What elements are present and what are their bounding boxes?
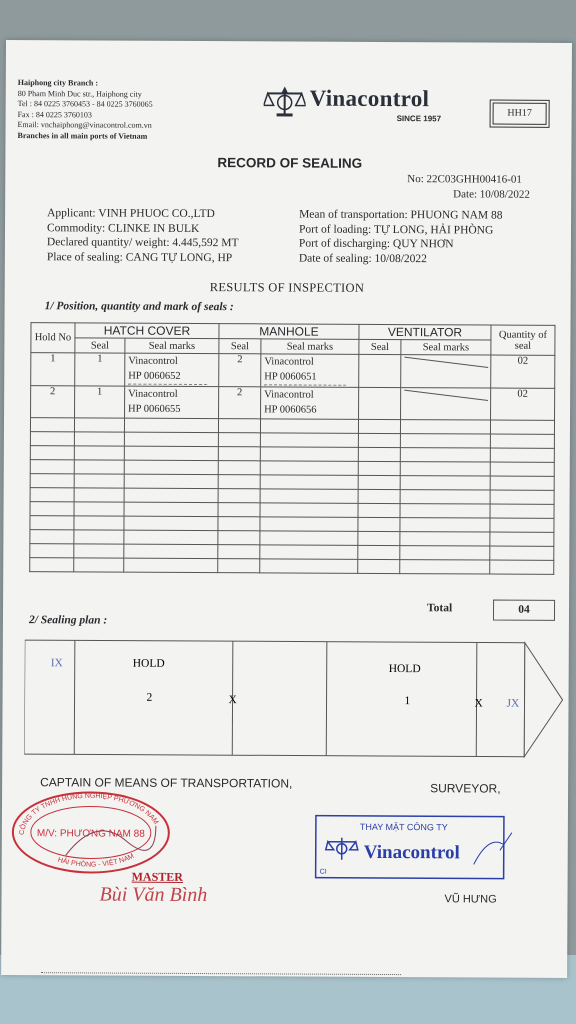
hold-2-seal-mark: X xyxy=(228,694,237,707)
master-name: Bùi Văn Bình xyxy=(99,883,208,907)
divider xyxy=(326,642,327,756)
ship-stamp xyxy=(6,785,176,876)
table-row xyxy=(31,386,555,421)
header-seal-marks: Seal marks xyxy=(261,339,359,355)
branch-fax: Fax : 84 0225 3760103 xyxy=(17,109,92,120)
scales-icon xyxy=(326,838,358,860)
signature-stroke xyxy=(474,832,512,864)
divider xyxy=(74,640,75,754)
logo-since: SINCE 1957 xyxy=(396,114,442,124)
table-row xyxy=(31,353,555,389)
captain-label: CAPTAIN OF MEANS OF TRANSPORTATION, xyxy=(40,775,293,791)
surveyor-label: SURVEYOR, xyxy=(430,781,501,796)
hatch-seal-marks xyxy=(125,353,219,386)
header-seal: Seal xyxy=(359,339,401,354)
header-seal: Seal xyxy=(219,339,261,354)
seals-table xyxy=(29,322,555,575)
commodity: Commodity: CLINKE IN BULK xyxy=(46,221,200,235)
strike-line xyxy=(404,355,488,369)
hatch-seal-count: 1 xyxy=(75,353,125,386)
hatch-seal-count: 1 xyxy=(75,386,125,418)
mark-line: HP 0060656 xyxy=(264,404,317,416)
results-heading: RESULTS OF INSPECTION xyxy=(209,280,365,295)
document-date: Date: 10/08/2022 xyxy=(453,188,530,201)
corner-mark-right: JX xyxy=(506,697,520,710)
scales-icon xyxy=(264,83,306,119)
header-manhole: MANHOLE xyxy=(219,324,359,340)
hold-2-number: 2 xyxy=(146,691,153,704)
applicant-info xyxy=(47,206,239,265)
applicant: Applicant: VINH PHUOC CO.,LTD xyxy=(47,207,215,221)
ship-stamp-name: M/V: PHƯƠNG NAM 88 xyxy=(36,828,145,840)
manhole-seal-marks xyxy=(261,354,359,388)
manhole-seal-count: 2 xyxy=(219,387,261,419)
header-seal: Seal xyxy=(75,338,125,353)
vent-seal-count xyxy=(359,387,401,419)
total-label: Total xyxy=(426,602,453,615)
form-code-box: HH17 xyxy=(493,103,547,125)
branch-email: Email: vnchaiphong@vinacontrol.com.vn xyxy=(17,120,152,131)
record-of-sealing-document xyxy=(1,40,572,978)
header-seal-marks: Seal marks xyxy=(125,338,219,353)
date-of-sealing: Date of sealing: 10/08/2022 xyxy=(298,252,427,265)
mean-of-transportation: Mean of transportation: PHUONG NAM 88 xyxy=(299,208,503,222)
vent-seal-marks xyxy=(401,355,491,388)
header-hold-no: Hold No xyxy=(31,323,75,353)
header-seal-marks: Seal marks xyxy=(401,340,491,355)
hold-1-label: HOLD xyxy=(388,663,421,676)
place-of-sealing: Place of sealing: CANG TỰ LONG, HP xyxy=(46,250,233,264)
stamp-code: CI xyxy=(319,868,327,876)
master-label: MASTER xyxy=(131,869,184,884)
header-quantity: Quantity of seal xyxy=(491,325,555,355)
hold-1-seal-mark: X xyxy=(474,697,483,710)
hatch-seal-marks xyxy=(125,386,219,418)
vinacontrol-stamp xyxy=(314,814,514,885)
strike-line xyxy=(404,388,488,402)
port-of-loading: Port of loading: TỰ LONG, HẢI PHÒNG xyxy=(298,223,494,237)
hold-1-number: 1 xyxy=(404,695,411,708)
section-1-heading: 1/ Position, quantity and mark of seals : xyxy=(44,300,234,314)
dotted-line xyxy=(41,972,401,975)
branch-tel: Tel : 84 0225 3760453 - 84 0225 3760065 xyxy=(17,99,153,109)
hold-number: 1 xyxy=(31,353,75,386)
mark-line: Vinacontrol xyxy=(128,355,178,367)
branch-address: 80 Pham Minh Duc str., Haiphong city xyxy=(17,88,142,99)
bow-outline xyxy=(524,643,563,757)
table-row xyxy=(30,558,554,575)
ship-stamp-bottom: HẢI PHÒNG - VIỆT NAM xyxy=(56,852,136,869)
transport-info xyxy=(299,208,503,267)
total-value: 04 xyxy=(493,600,555,621)
declared-quantity: Declared quantity/ weight: 4.445,592 MT xyxy=(46,236,239,250)
mark-line: HP 0060651 xyxy=(264,371,317,383)
manhole-seal-marks xyxy=(261,387,359,420)
vent-seal-marks xyxy=(401,388,491,420)
port-of-discharging: Port of discharging: QUY NHƠN xyxy=(298,237,454,251)
ship-stamp-top: CÔNG TY TNHH HÙNG NGHIỆP PHƯƠNG NAM xyxy=(18,792,160,836)
document-title: RECORD OF SEALING xyxy=(217,155,363,171)
branch-name: Haiphong city Branch : xyxy=(17,78,99,88)
stamp-company-name: Vinacontrol xyxy=(363,841,460,864)
section-2-heading: 2/ Sealing plan : xyxy=(28,614,108,627)
branch-note: Branches in all main ports of Vietnam xyxy=(17,131,148,141)
mark-line: Vinacontrol xyxy=(128,388,178,400)
branch-info xyxy=(17,78,152,142)
vent-seal-count xyxy=(359,354,401,387)
surveyor-name: VŨ HƯNG xyxy=(444,893,497,906)
mark-line: HP 0060655 xyxy=(128,403,181,415)
hull-outline xyxy=(24,640,525,757)
mark-line: HP 0060652 xyxy=(128,370,181,382)
header-hatch-cover: HATCH COVER xyxy=(75,323,219,339)
header-ventilator: VENTILATOR xyxy=(359,324,491,340)
sealing-plan-diagram xyxy=(24,638,565,763)
corner-mark-left: IX xyxy=(50,657,63,670)
manhole-seal-count: 2 xyxy=(219,354,261,387)
mark-line: Vinacontrol xyxy=(264,356,314,368)
hold-2-label: HOLD xyxy=(132,657,165,670)
logo-wordmark: Vinacontrol xyxy=(309,85,430,112)
quantity-of-seal: 02 xyxy=(491,388,555,420)
stamp-on-behalf: THAY MẶT CÔNG TY xyxy=(359,821,448,833)
mark-line: Vinacontrol xyxy=(264,389,314,401)
document-number: No: 22C03GHH00416-01 xyxy=(407,173,522,186)
hold-number: 2 xyxy=(31,386,75,418)
quantity-of-seal: 02 xyxy=(491,355,555,388)
